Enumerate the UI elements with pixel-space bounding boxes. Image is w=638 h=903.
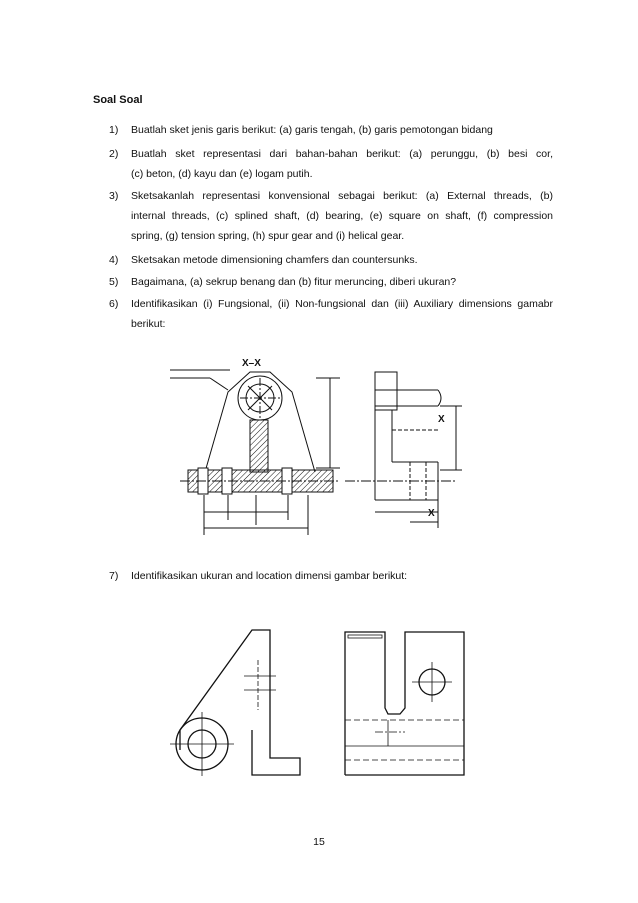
section-label: X–X [242,358,261,369]
question-line: berikut: [131,318,166,330]
question-line: Bagaimana, (a) sekrup benang dan (b) fitur meruncing, diberi ukuran? [131,276,457,288]
question-line: spring, (g) tension spring, (h) spur gear and (i) helical gear. [131,230,405,242]
dimension-label-x: X [428,508,435,519]
question-number: 4) [109,254,119,266]
question-number: 7) [109,570,119,582]
figure-bracket-dimensions [170,350,480,540]
page-number: 15 [313,836,325,848]
question-line: Sketsakan metode dimensioning chamfers dan countersunks. [131,254,418,266]
question-number: 2) [109,148,119,160]
question-line: Identifikasikan ukuran and location dimensi gambar berikut: [131,570,408,582]
question-line: Buatlah sket representasi dari bahan-bahan berikut: (a) perunggu, (b) besi cor, [131,148,553,160]
figure-bracket-views [160,620,490,790]
question-number: 1) [109,124,119,136]
question-number: 3) [109,190,119,202]
question-line: Sketsakanlah representasi konvensional sebagai berikut: (a) External threads, (b) [131,190,553,202]
dimension-label-x: X [438,414,445,425]
question-number: 5) [109,276,119,288]
question-number: 6) [109,298,119,310]
section-heading: Soal Soal [93,94,143,106]
question-line: Buatlah sket jenis garis berikut: (a) garis tengah, (b) garis pemotongan bidang [131,124,493,136]
question-line: internal threads, (c) splined shaft, (d) bearing, (e) square on shaft, (f) compression [131,210,553,222]
question-line: Identifikasikan (i) Fungsional, (ii) Non-fungsional dan (iii) Auxiliary dimensions gamabr [131,298,553,310]
question-line: (c) beton, (d) kayu dan (e) logam putih. [131,168,313,180]
